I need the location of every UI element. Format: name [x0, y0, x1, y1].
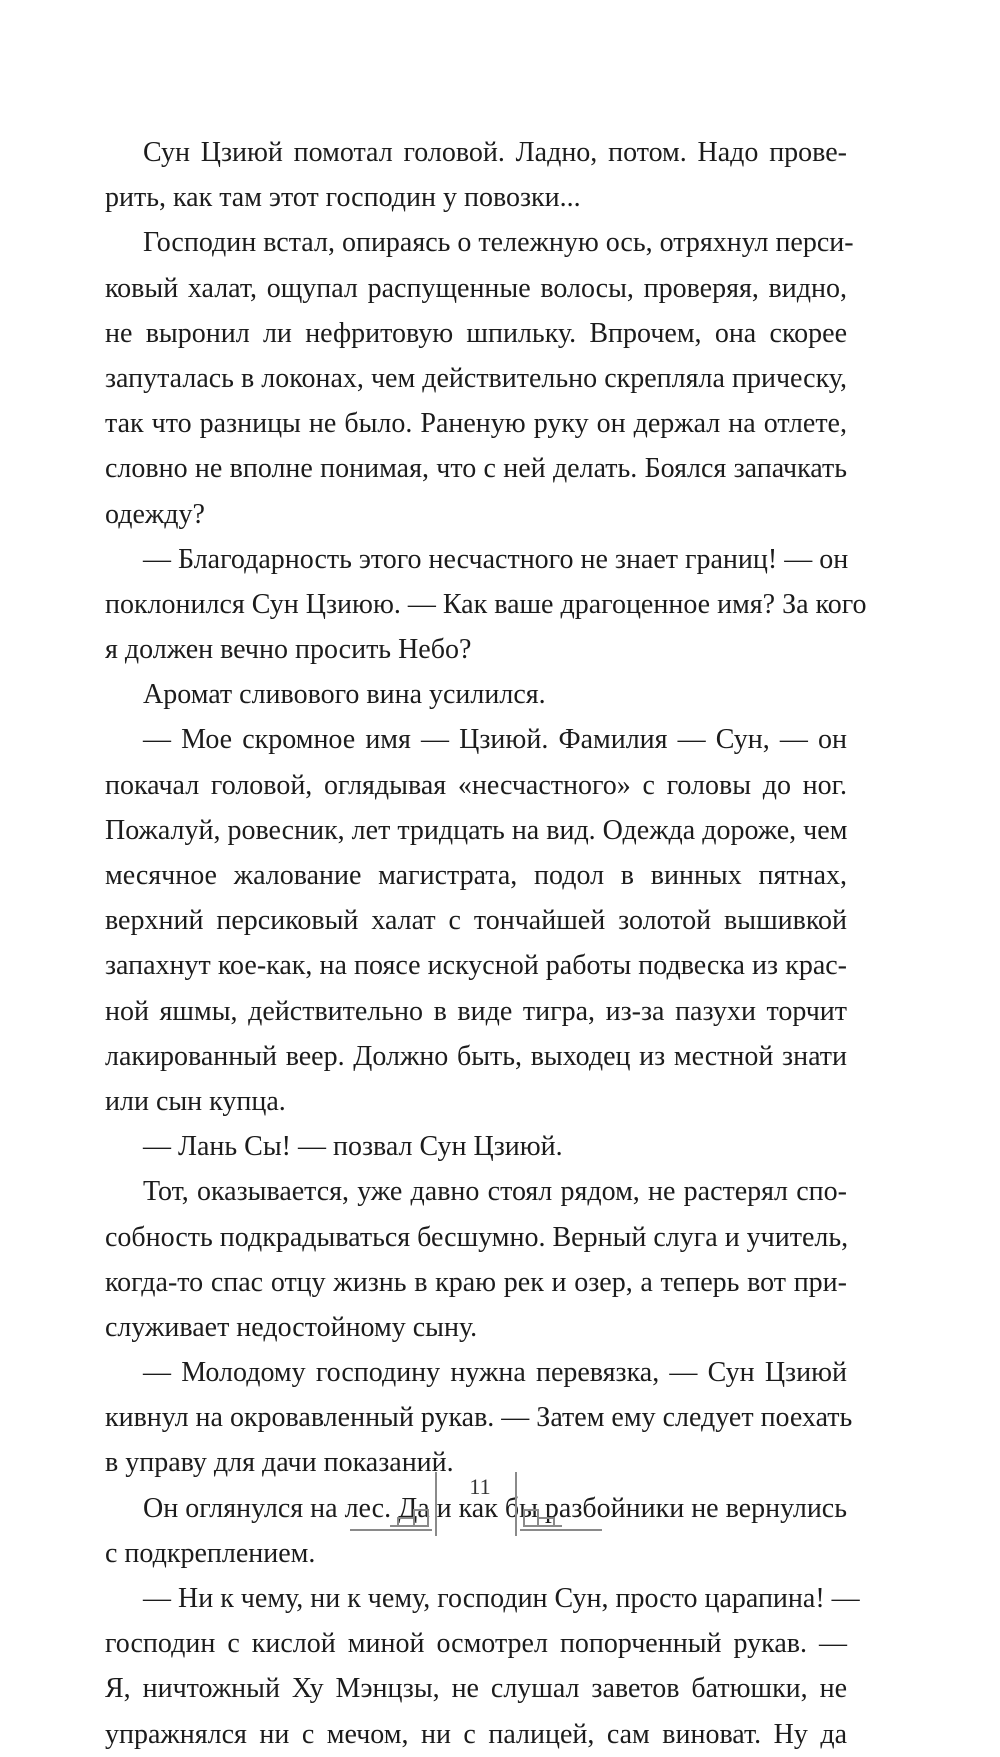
- text-line: Сун Цзиюй помотал головой. Ладно, потом. Надо прове-: [143, 137, 847, 168]
- text-line: Пожалуй, ровесник, лет тридцать на вид. Одежда дороже, чем: [105, 814, 848, 846]
- text-line: Господин встал, опираясь о тележную ось, отряхнул перси-: [143, 227, 854, 259]
- text-line: в управу для дачи показаний.: [105, 1447, 454, 1479]
- text-line: господин с кислой миной осмотрел попорченный рукав. —: [105, 1628, 847, 1660]
- text-line: ковый халат, ощупал распущенные волосы, проверяя, видно,: [105, 272, 847, 304]
- text-line: когда-то спас отцу жизнь в краю рек и озер, а теперь вот при-: [105, 1266, 847, 1298]
- text-line: одежду?: [105, 498, 205, 530]
- text-line: словно не вполне понимая, что с ней делать. Боялся запачкать: [105, 453, 847, 485]
- text-line: месячное жалование магистрата, подол в винных пятнах,: [105, 860, 847, 891]
- text-line: ной яшмы, действительно в виде тигра, из-за пазухи торчит: [105, 995, 847, 1027]
- text-line: так что разницы не было. Раненую руку он держал на отлете,: [105, 408, 847, 440]
- text-line: — Ни к чему, ни к чему, господин Сун, просто царапина! —: [143, 1583, 860, 1614]
- text-line: верхний персиковый халат с тончайшей золотой вышивкой: [105, 905, 847, 937]
- text-line: собность подкрадываться бесшумно. Верный слуга и учитель,: [105, 1221, 849, 1253]
- text-line: Я, ничтожный Ху Мэнцзы, не слушал заветов батюшки, не: [105, 1673, 847, 1705]
- text-line: покачал головой, оглядывая «несчастного» с головы до ног.: [105, 769, 847, 801]
- text-line: — Мое скромное имя — Цзиюй. Фамилия — Сун, — он: [143, 724, 847, 756]
- text-line: — Молодому господину нужна перевязка, — Сун Цзиюй: [143, 1357, 847, 1389]
- text-line: Аромат сливового вина усилился.: [143, 679, 546, 711]
- text-line: с подкреплением.: [105, 1537, 316, 1569]
- text-line: служивает недостойному сыну.: [105, 1311, 478, 1343]
- page-number: 11: [469, 1474, 491, 1499]
- text-line: Он оглянулся на лес. Да и как бы разбойники не вернулись: [143, 1492, 847, 1524]
- text-line: лакированный веер. Должно быть, выходец из местной знати: [105, 1040, 847, 1072]
- text-line: Тот, оказывается, уже давно стоял рядом, не растерял спо-: [143, 1176, 847, 1208]
- text-line: я должен вечно просить Небо?: [105, 634, 472, 666]
- text-line: — Лань Сы! — позвал Сун Цзиюй.: [143, 1131, 563, 1163]
- text-line: рить, как там этот господин у повозки...: [105, 182, 581, 214]
- text-line: кивнул на окровавленный рукав. — Затем ему следует поехать: [105, 1402, 853, 1434]
- text-line: поклонился Сун Цзиюю. — Как ваше драгоценное имя? За кого: [105, 588, 867, 620]
- text-line: или сын купца.: [105, 1085, 286, 1117]
- page-folio: [350, 1466, 610, 1546]
- text-line: запахнут кое-как, на поясе искусной работы подвеска из крас-: [105, 950, 847, 982]
- text-line: запуталась в локонах, чем действительно скрепляла прическу,: [105, 362, 847, 394]
- text-line: — Благодарность этого несчастного не знает границ! — он: [143, 543, 849, 575]
- text-line: не выронил ли нефритовую шпильку. Впрочем, она скорее: [105, 317, 847, 349]
- text-line: упражнялся ни с мечом, ни с палицей, сам виноват. Ну да: [105, 1718, 847, 1750]
